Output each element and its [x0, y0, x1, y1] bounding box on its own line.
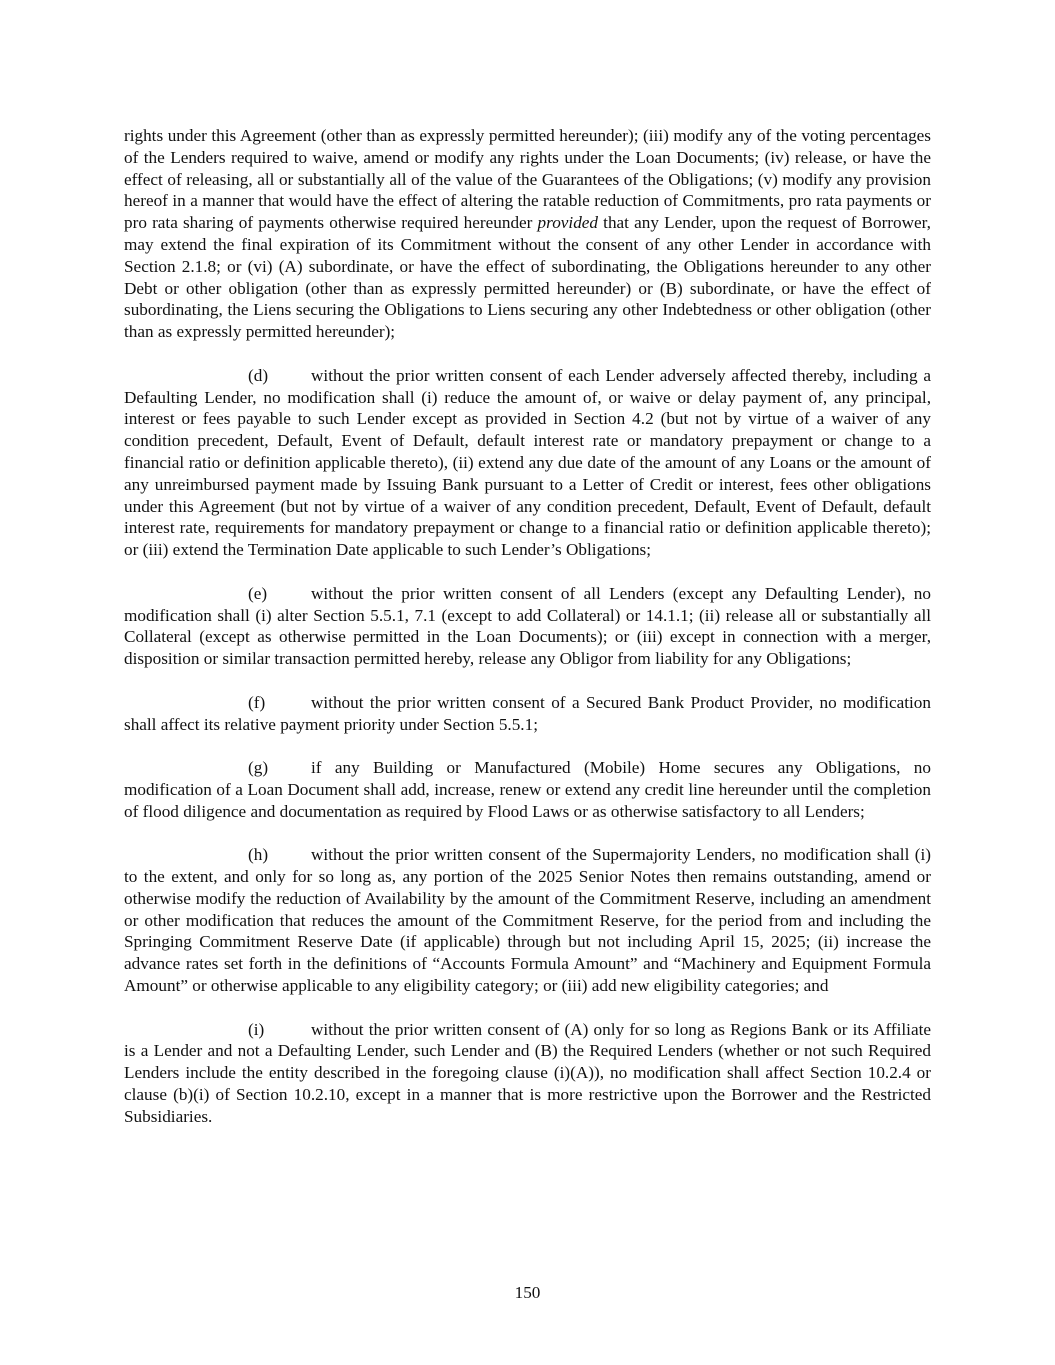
intro-text-part-2: that any Lender, upon the request of Borrower, may extend the final expiration of its Commitment without the consent of any other Lender in accordance with Section 2.1.8; or (vi) (A) subordinate, or have the effect of subordinating, the Obligations hereunder to any other Debt or other obligation (other than as expressly permitted hereunder) or (B) subordinate, or have the effect of subordinating, the Liens securing the Obligations to Liens securing any other Indebtedness or other obligation (other than as expressly permitted hereunder);	[124, 213, 931, 342]
clause-f-paragraph	[124, 692, 931, 736]
clause-h-text: without the prior written consent of the Supermajority Lenders, no modification shall (i) to the extent, and only for so long as, any portion of the 2025 Senior Notes then remains outstanding, amend or otherwise modify the reduction of Availability by the amount of the Commitment Reserve, including an amendment or other modification that reduces the amount of the Commitment Reserve, for the period from and including the Springing Commitment Reserve Date (if applicable) through but not including April 15, 2025; (ii) increase the advance rates set forth in the definitions of “Accounts Formula Amount” and “Machinery and Equipment Formula Amount” or otherwise applicable to any eligibility category; or (iii) add new eligibility categories; and	[124, 845, 931, 996]
intro-text-part-1: rights under this Agreement (other than as expressly permitted hereunder); (iii) modify any of the voting percentages of the Lenders required to waive, amend or modify any rights under the Loan Documents; (iv) release, or have the effect of releasing, all or substantially all of the value of the Guarantees of the Obligations; (v) modify any provision hereof in a manner that would have the effect of altering the ratable reduction of Commitments, pro rata payments or pro rata sharing of payments otherwise required hereunder	[124, 126, 931, 233]
clause-f-label: (f)	[248, 692, 266, 712]
intro-italic-term: provided	[537, 213, 599, 233]
clause-i-text: without the prior written consent of (A) only for so long as Regions Bank or its Affiliate is a Lender and not a Defaulting Lender, such Lender and (B) the Required Lenders (whether or not such Required Lenders include the entity described in the foregoing clause (i)(A)), no modification shall affect Section 10.2.4 or clause (b)(i) of Section 10.2.10, except in a manner that is more restrictive upon the Borrower and the Restricted Subsidiaries.	[124, 1019, 931, 1126]
clause-d-paragraph	[124, 365, 931, 561]
clause-g-label: (g)	[248, 758, 269, 778]
clause-e-paragraph	[124, 583, 931, 670]
clause-d-label: (d)	[248, 365, 269, 385]
clause-i-label: (i)	[248, 1019, 265, 1039]
clause-g-paragraph	[124, 757, 931, 822]
clause-g-text: if any Building or Manufactured (Mobile) Home secures any Obligations, no modification of a Loan Document shall add, increase, renew or extend any credit line hereunder until the completion of flood diligence and documentation as required by Flood Laws or as otherwise satisfactory to all Lenders;	[124, 758, 931, 821]
clause-d-text: without the prior written consent of each Lender adversely affected thereby, including a Defaulting Lender, no modification shall (i) reduce the amount of, or waive or delay payment of, any principal, interest or fees payable to such Lender except as provided in Section 4.2 (but not by virtue of a waiver of any condition precedent, Default, Event of Default, default interest rate or mandatory prepayment or change to a financial ratio or definition applicable thereto), (ii) extend any due date of the amount of any Loans or the amount of any unreimbursed payment made by Issuing Bank pursuant to a Letter of Credit or interest, fees other obligations under this Agreement (but not by virtue of a waiver of any condition precedent, Default, Event of Default, default interest rate, requirements for mandatory prepayment or change to a financial ratio or definition applicable thereto); or (iii) extend the Termination Date applicable to such Lender’s Obligations;	[124, 365, 931, 560]
clause-h-paragraph	[124, 844, 931, 997]
clause-i-paragraph	[124, 1019, 931, 1128]
intro-paragraph	[124, 125, 931, 343]
clause-e-label: (e)	[248, 583, 268, 603]
document-body	[124, 125, 931, 1128]
clause-h-label: (h)	[248, 845, 269, 865]
clause-e-text: without the prior written consent of all Lenders (except any Defaulting Lender), no modification shall (i) alter Section 5.5.1, 7.1 (except to add Collateral) or 14.1.1; (ii) release all or substantially all Collateral (except as otherwise permitted in the Loan Documents); or (iii) except in connection with a merger, disposition or similar transaction permitted hereby, release any Obligor from liability for any Obligations;	[124, 583, 931, 669]
clause-f-text: without the prior written consent of a Secured Bank Product Provider, no modification shall affect its relative payment priority under Section 5.5.1;	[124, 692, 931, 734]
page-number: 150	[514, 1283, 541, 1302]
